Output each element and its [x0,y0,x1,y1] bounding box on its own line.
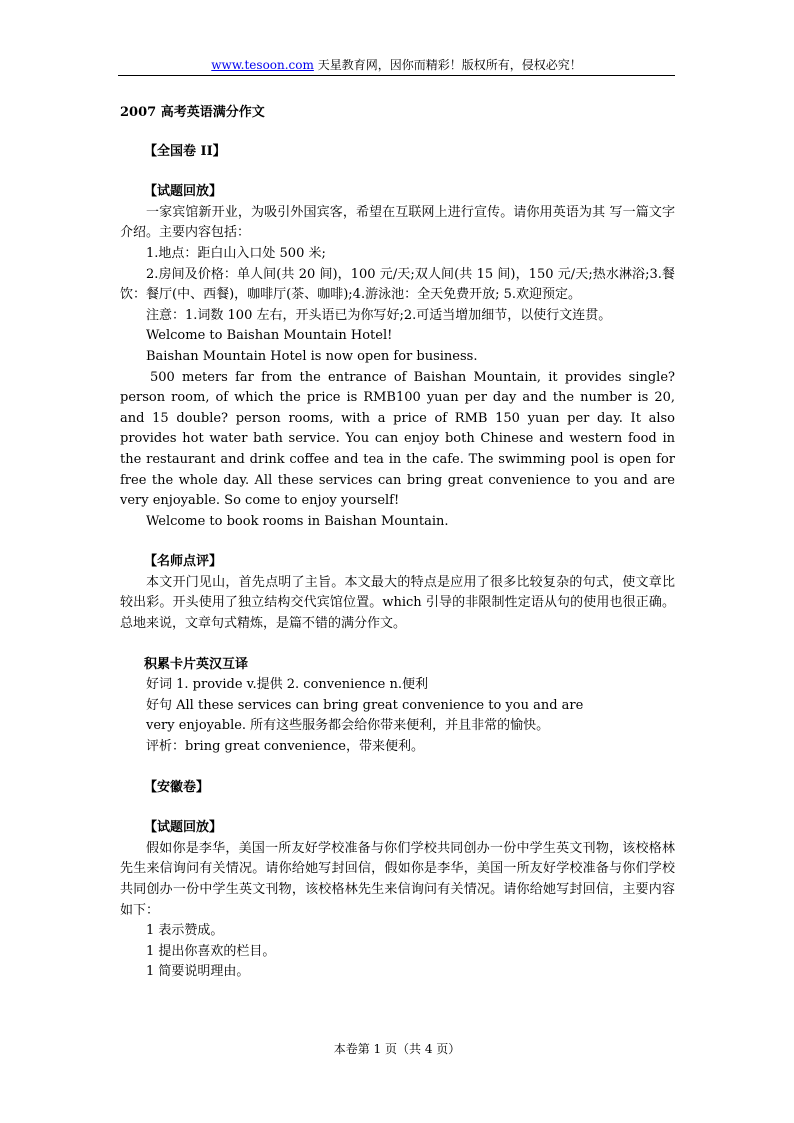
question-item-rooms: 2.房间及价格：单人间(共 20 间)，100 元/天;双人间(共 15 间)，150 元/天;热水淋浴;3.餐饮：餐厅(中、西餐)，咖啡厅(茶、咖啡);4.游泳池：全天免费开放; 5.欢迎预定。 [120,266,675,303]
doc-title: 2007 高考英语满分作文 [120,105,265,120]
document-body [120,103,675,983]
essay-line-open: Baishan Mountain Hotel is now open for business. [146,348,478,364]
review-text: 本文开门见山，首先点明了主旨。本文最大的特点是应用了很多比较复杂的句式，使文章比较出彩。开头使用了独立结构交代宾馆位置。which 引导的非限制性定语从句的使用也很正确。总地来说，文章句式精炼，是篇不错的满分作文。 [120,574,675,632]
question-prompt: 一家宾馆新开业，为吸引外国宾客，希望在互联网上进行宣传。请你用英语为其 写一篇文字介绍。主要内容包括： [120,204,675,241]
site-link[interactable]: www.tesoon.com [211,58,314,72]
page-footer: 本卷第 1 页（共 4 页） [333,1042,461,1056]
question2-item-2: 1 提出你喜欢的栏目。 [146,943,276,959]
question-note: 注意：1.词数 100 左右，开头语已为你写好;2.可适当增加细节，以使行文连贯。 [146,307,612,323]
card-sentence-line2: very enjoyable. 所有这些服务都会给你带来便利，并且非常的愉快。 [146,718,550,734]
section-heading-national-2: 【全国卷 II】 [144,143,226,159]
section-heading-anhui: 【安徽卷】 [144,779,210,795]
header-text: 天星教育网，因你而精彩！版权所有，侵权必究！ [313,58,582,72]
essay-line-welcome: Welcome to Baishan Mountain Hotel! [146,328,393,344]
section-heading-review: 【名师点评】 [144,554,223,570]
question2-item-3: 1 简要说明理由。 [146,964,250,980]
card-sentence-line1: 好句 All these services can bring great convenience to you and are [146,697,584,713]
question-prompt-2: 假如你是李华，美国一所友好学校准备与你们学校共同创办一份中学生英文刊物，该校格林先生来信询问有关情况。请你给她写封回信，假如你是李华，美国一所友好学校准备与你们学校共同创办一份中学生英文刊物，该校格林先生来信询问有关情况。请你给她写封回信，主要内容如下： [120,840,675,918]
essay-body: 500 meters far from the entrance of Baishan Mountain, it provides single?person room, of which the price is RMB100 yuan per day and the number is 20, and 15 double? person rooms, with a price of RMB 150 yuan per day. It also provides hot water bath service. You can enjoy both Chinese and western food in the restaurant and drink coffee and tea in the cafe. The swimming pool is open for free the whole day. All these services can bring great convenience to you and are very enjoyable. So come to enjoy yourself! [120,369,675,509]
card-words: 好词 1. provide v.提供 2. convenience n.便利 [146,677,429,693]
section-subheading-question: 【试题回放】 [144,184,223,200]
page-header [118,57,675,76]
section-subheading-question-2: 【试题回放】 [144,820,223,836]
question-item-location: 1.地点：距白山入口处 500 米; [146,245,326,261]
essay-line-end: Welcome to book rooms in Baishan Mountain. [146,513,449,529]
question2-item-1: 1 表示赞成。 [146,923,224,939]
section-heading-card: 积累卡片英汉互译 [144,656,249,672]
card-comment: 评析：bring great convenience，带来便利。 [146,739,424,755]
